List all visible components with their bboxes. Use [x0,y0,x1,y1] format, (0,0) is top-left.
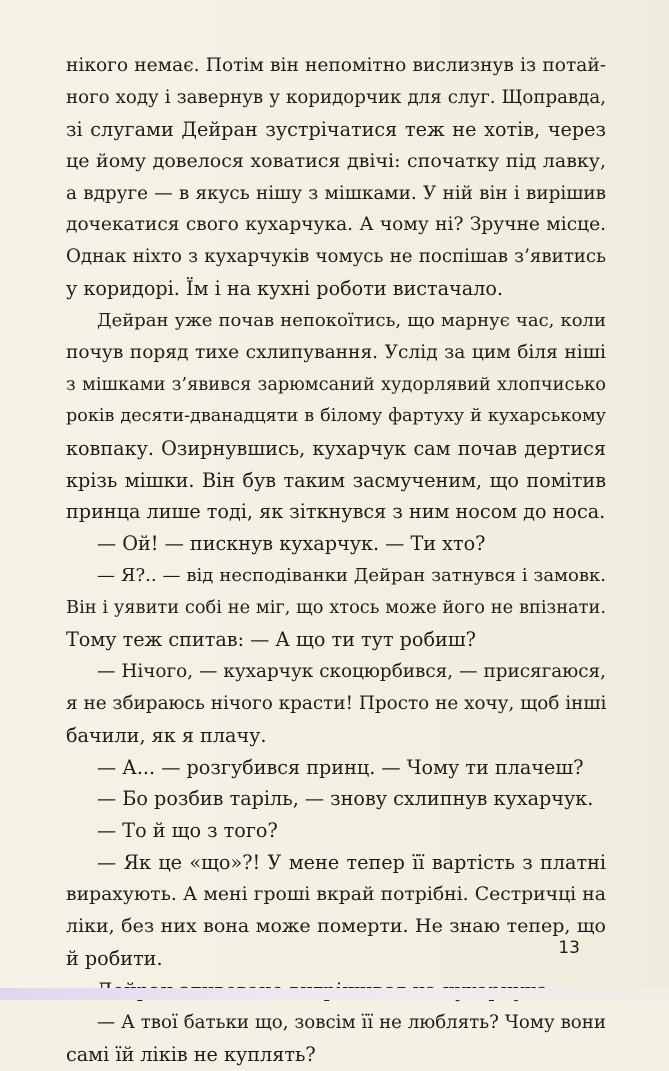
text-line: — То й що з того? [97,819,278,843]
text-line: нікого немає. Потім він непомітно вислизнув із потай- [66,55,606,76]
text-line: — А твої батьки що, зовсім її не люблять? Чому вони [97,1011,606,1033]
text-line: — Як це «що»?! У мене тепер її вартість з платні [97,851,606,875]
text-line: а вдруге — в якусь нішу з мішками. У ній він і вирішив [66,182,606,204]
text-line: — А... — розгубився принц. — Чому ти плачеш? [97,755,584,779]
page-number: 13 [558,938,580,958]
text-line: Він і уявити собі не міг, що хтось може його не впізнати. [66,597,606,619]
text-line: — Я?.. — від несподіванки Дейран затнувся і замовк. [97,565,606,587]
text-line: — Нічого, — кухарчук скоцюрбився, — присягаюся, [97,660,606,682]
text-line: Дейран уже почав непокоїтись, що марнує час, коли [97,310,606,332]
text-line: я не збираюсь нічого красти! Просто не хочу, щоб інші [66,692,607,714]
text-line: самі їй ліків не куплять? [66,1042,316,1066]
text-line: дочекатися свого кухарчука. А чому ні? Зручне місце. [66,214,606,236]
text-line: років десяти-дванадцяти в білому фартуху й кухарському [66,405,606,426]
text-line: у коридорі. Їм і на кухні роботи вистачало. [66,277,504,301]
text-line: — Ой! — пискнув кухарчук. — Ти хто? [97,532,486,556]
text-line: бачили, як я плачу. [66,723,267,747]
text-line: з мішками з’явився зарюмсаний худорлявий хлопчисько [66,373,606,395]
text-line: крізь мішки. Він був таким засмученим, що помітив [66,468,606,492]
text-line: ного ходу і завернув у коридорчик для слуг. Щоправда, [66,86,606,108]
text-line: Тому теж спитав: — А що ти тут робиш? [66,628,476,652]
page-bottom-edge [0,988,669,1000]
text-line: й робити. [66,946,163,970]
text-line: — Бо розбив таріль, — знову схлипнув кухарчук. [97,787,594,811]
text-line: почув поряд тихе схлипування. Услід за цим біля ніші [66,342,606,364]
text-line: Однак ніхто з кухарчуків чомусь не поспішав з’явитись [66,246,606,268]
text-line: це йому довелося ховатися двічі: спочатку під лавку, [66,149,606,172]
text-line: зі слугами Дейран зустрічатися теж не хотів, через [66,117,606,141]
text-line: принца лише тоді, як зіткнувся з ним носом до носа. [66,500,606,524]
text-line: вирахують. А мені гроші вкрай потрібні. Сестричці на [66,884,606,906]
body-text [66,50,606,1071]
text-line: ковпаку. Озирнувшись, кухарчук сам почав дертися [66,436,606,460]
text-line: ліки, без них вона може померти. Не знаю тепер, що [66,915,606,938]
